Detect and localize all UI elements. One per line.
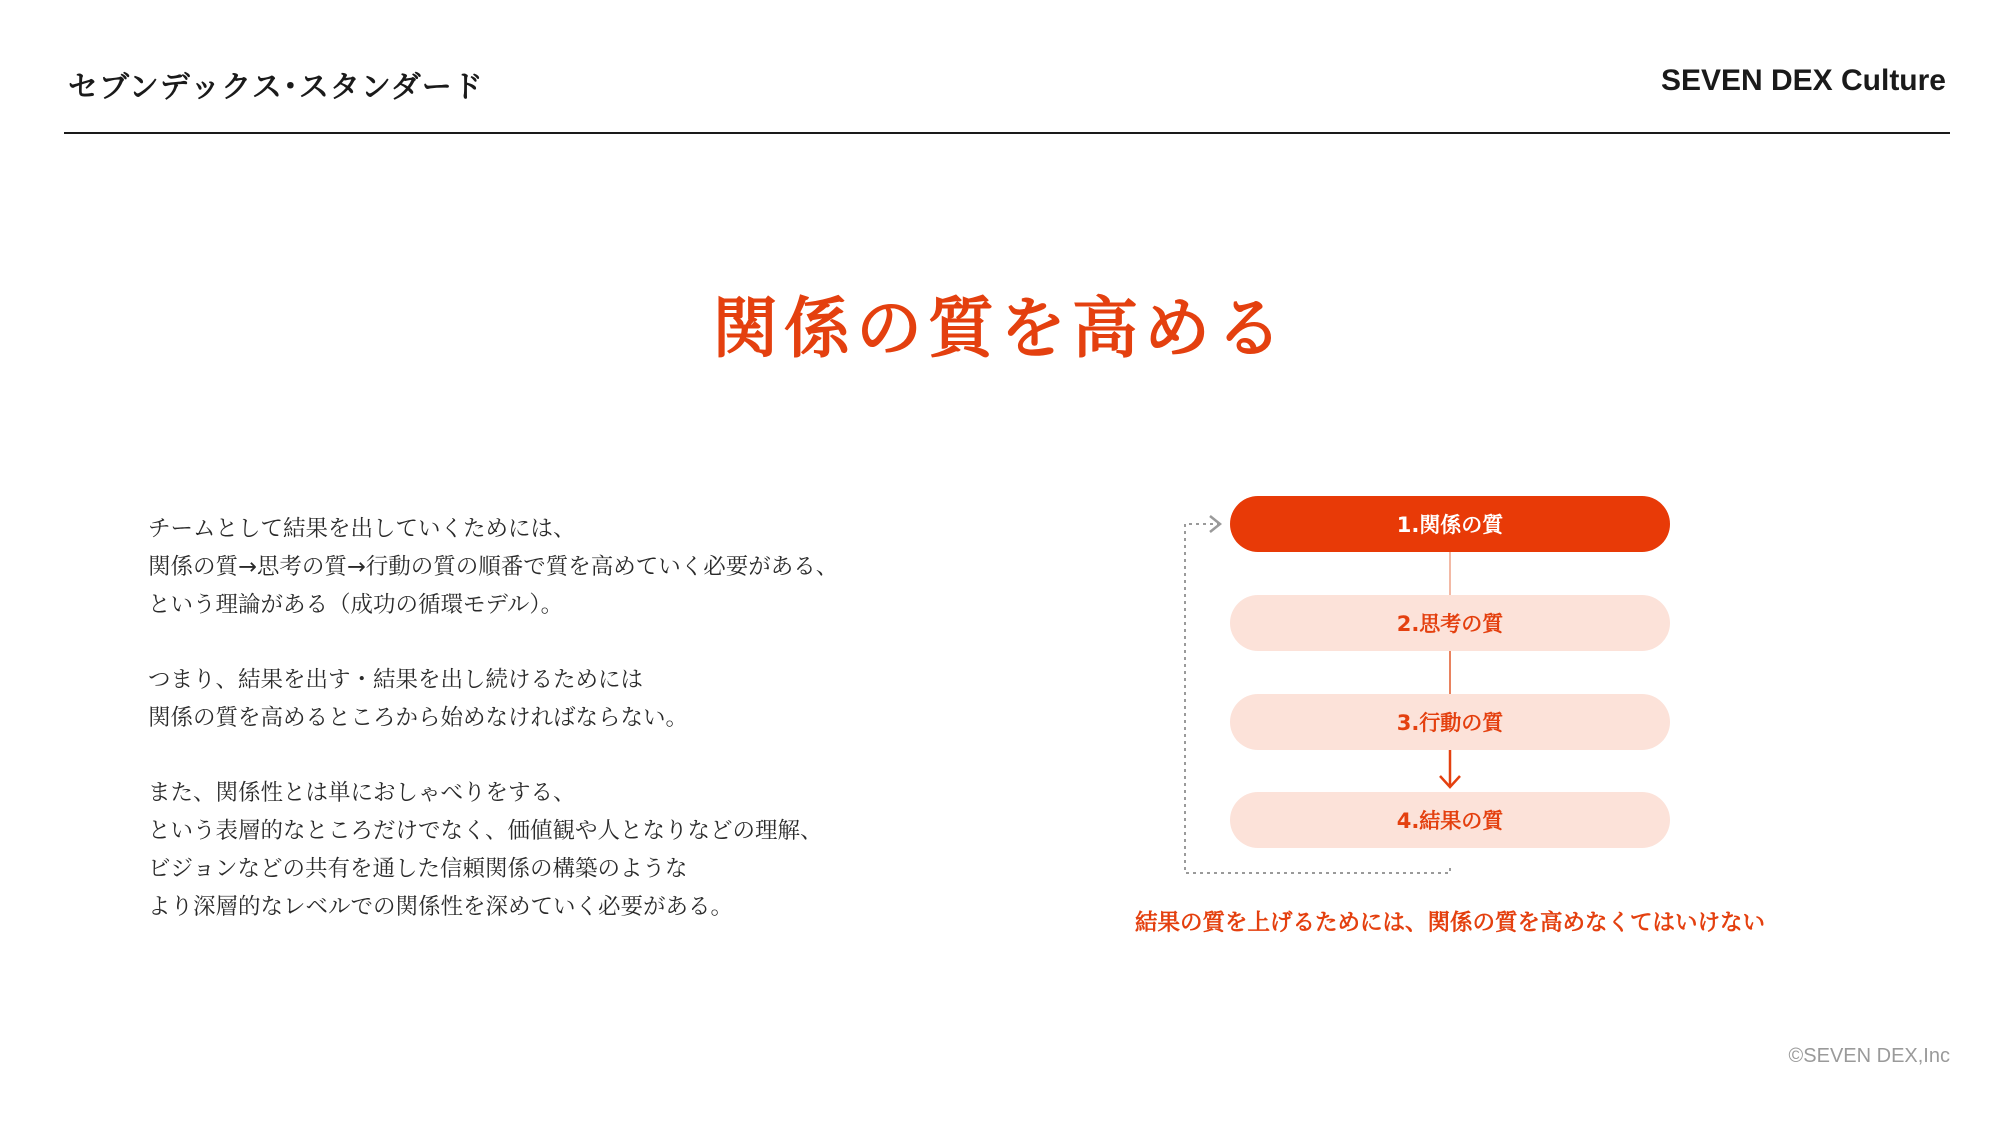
text-line: という表層的なところだけでなく、価値観や人となりなどの理解、 — [148, 818, 823, 844]
text-line: より深層的なレベルでの関係性を深めていく必要がある。 — [148, 894, 734, 920]
text-line: という理論がある（成功の循環モデル）。 — [148, 592, 564, 618]
diagram-caption: 結果の質を上げるためには、関係の質を高めなくてはいけない — [1134, 910, 1765, 936]
paragraph — [148, 661, 1008, 737]
paragraph — [148, 510, 1008, 624]
text-line: また、関係性とは単におしゃべりをする、 — [148, 780, 576, 806]
body-text — [148, 510, 1008, 963]
text-line: チームとして結果を出していくためには、 — [148, 516, 576, 542]
step-thinking-quality: 2.思考の質 — [1230, 595, 1670, 651]
paragraph — [148, 774, 1008, 926]
page-title: 関係の質を高める — [712, 290, 1288, 367]
text-line: 関係の質→思考の質→行動の質の順番で質を高めていく必要がある、 — [148, 554, 839, 580]
brand-subtitle: セブンデックス･スタンダード — [68, 70, 484, 105]
brand-title: SEVEN DEX Culture — [1660, 64, 1946, 97]
step-action-quality: 3.行動の質 — [1230, 694, 1670, 750]
copyright-notice: ©SEVEN DEX,Inc — [1788, 1045, 1950, 1067]
success-cycle-diagram — [1100, 480, 1800, 960]
text-line: 関係の質を高めるところから始めなければならない。 — [148, 705, 689, 731]
header-divider — [64, 132, 1950, 134]
step-relationship-quality: 1.関係の質 — [1230, 496, 1670, 552]
text-line: つまり、結果を出す・結果を出し続けるためには — [148, 667, 644, 693]
text-line: ビジョンなどの共有を通した信頼関係の構築のような — [148, 856, 688, 882]
step-result-quality: 4.結果の質 — [1230, 792, 1670, 848]
